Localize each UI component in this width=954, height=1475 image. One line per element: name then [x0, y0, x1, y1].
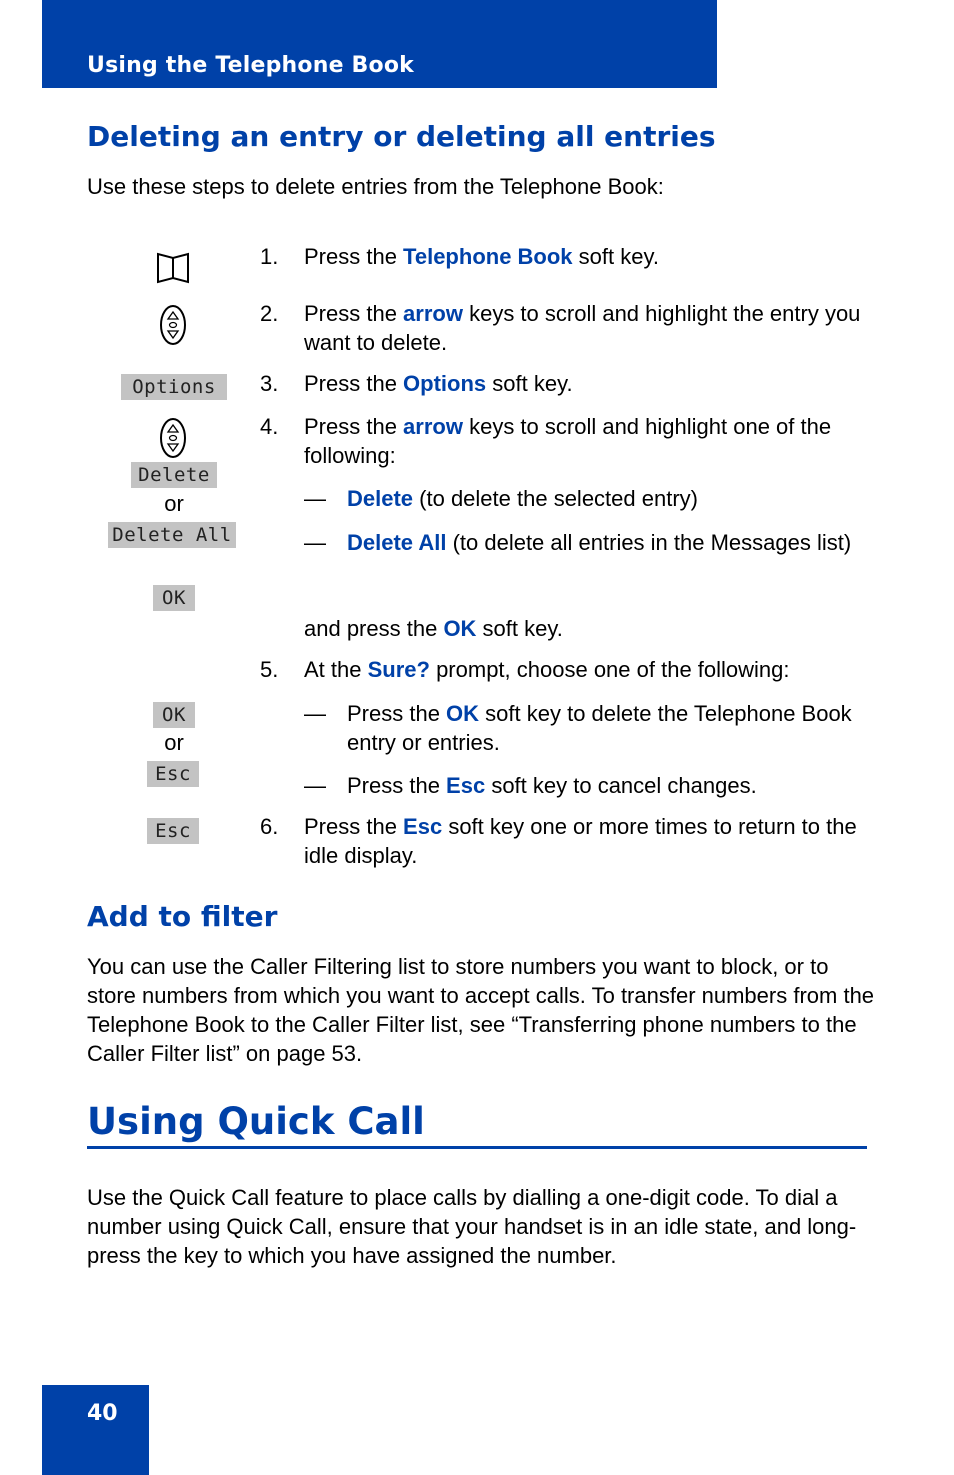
key-name: OK [443, 616, 477, 641]
softkey-delete[interactable]: Delete [131, 462, 217, 488]
section-heading-filter: Add to filter [87, 900, 278, 933]
step-4-tail: and press the OK soft key. [304, 616, 563, 641]
header-bar [42, 0, 717, 88]
step-text: At the Sure? prompt, choose one of the following: [304, 657, 790, 682]
delete-intro: Use these steps to delete entries from the Telephone Book: [87, 174, 664, 199]
step-number: 5. [260, 657, 279, 682]
key-name: Delete All [347, 530, 447, 555]
quick-call-body: Use the Quick Call feature to place calls by dialling a one-digit code. To dial a number using Quick Call, ensure that your handset is in an idle state, and long-press the key to which you have assigned the number. [87, 1185, 857, 1268]
softkey-ok[interactable]: OK [153, 585, 195, 611]
navigation-arrow-key-icon [159, 304, 187, 346]
filter-body: You can use the Caller Filtering list to store numbers you want to block, or to store numbers from which you want to accept calls. To transfer numbers from the Telephone Book to the Caller Filter list, see “Transferring phone numbers to the Caller Filter list” on page 53. [87, 954, 875, 1066]
key-name: Sure? [367, 657, 430, 682]
key-name: Options [403, 371, 487, 396]
or-label: or [164, 730, 184, 755]
section-heading-delete: Deleting an entry or deleting all entries [87, 120, 716, 153]
book-icon [155, 248, 191, 286]
softkey-esc[interactable]: Esc [147, 818, 199, 844]
step-text: Press the Options soft key. [304, 371, 573, 396]
step-number: 6. [260, 814, 279, 839]
key-name: Telephone Book [403, 244, 573, 269]
key-name: Esc [446, 773, 486, 798]
key-name: OK [446, 701, 480, 726]
page-number: 40 [87, 1401, 118, 1426]
step-number: 1. [260, 244, 279, 269]
key-name: arrow [403, 414, 463, 439]
softkey-esc[interactable]: Esc [147, 761, 199, 787]
key-name: Delete [347, 486, 414, 511]
page-number-box [42, 1385, 149, 1475]
softkey-options[interactable]: Options [121, 374, 227, 400]
step-text: Press the arrow keys to scroll and highlight the entry you want to delete. [304, 301, 861, 355]
step-number: 4. [260, 414, 279, 439]
key-name: arrow [403, 301, 463, 326]
step-text: Press the Esc soft key one or more times to return to the idle display. [304, 814, 857, 868]
key-name: Esc [403, 814, 443, 839]
or-label: or [164, 491, 184, 516]
section-heading-quick-call: Using Quick Call [87, 1100, 425, 1143]
heading-rule [87, 1146, 867, 1149]
softkey-delete-all[interactable]: Delete All [108, 522, 236, 548]
step-number: 3. [260, 371, 279, 396]
softkey-ok[interactable]: OK [153, 702, 195, 728]
step-text: Press the Telephone Book soft key. [304, 244, 659, 269]
step-text: Press the arrow keys to scroll and highlight one of the following: [304, 414, 832, 468]
navigation-arrow-key-icon [159, 417, 187, 459]
step-number: 2. [260, 301, 279, 326]
header-title: Using the Telephone Book [87, 53, 414, 78]
